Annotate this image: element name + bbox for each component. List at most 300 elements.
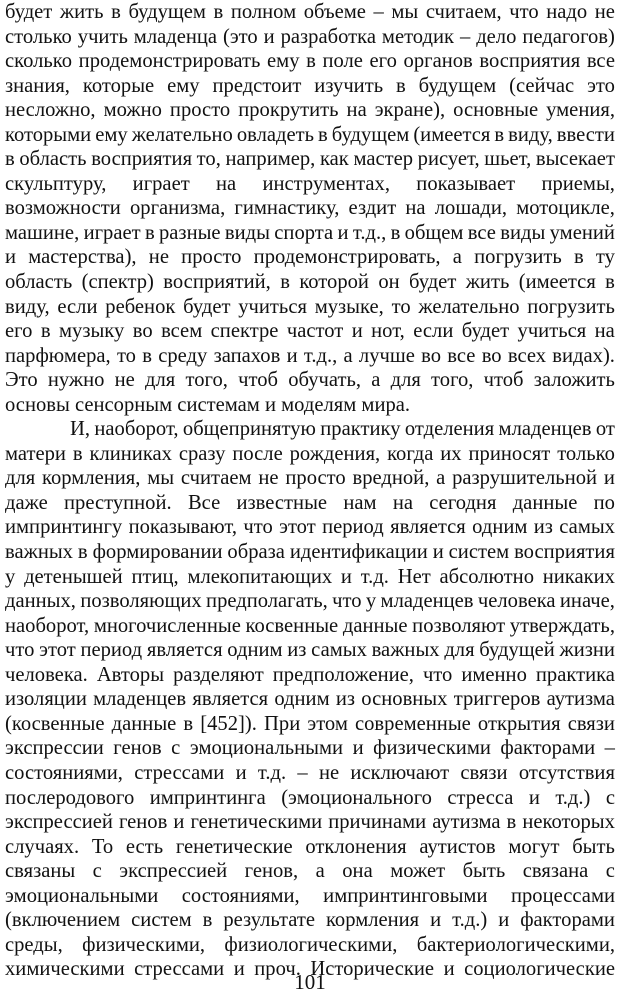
- text-line: [5, 761, 615, 786]
- word: этом: [307, 712, 348, 735]
- word: разделяют: [173, 663, 264, 686]
- word: гимнастику,: [234, 197, 340, 220]
- word: предполагать,: [206, 590, 328, 613]
- word: погрузить: [474, 246, 562, 269]
- word: восприятия: [514, 541, 615, 564]
- word: дело: [476, 25, 517, 48]
- word: которые: [82, 74, 155, 97]
- word: является: [146, 639, 223, 662]
- word: нот,: [371, 320, 405, 343]
- word: например,: [225, 148, 316, 171]
- word: и: [430, 909, 442, 932]
- word: органов: [403, 50, 473, 73]
- word: у: [365, 590, 377, 613]
- word: парфюмера,: [5, 344, 111, 367]
- word: отклонения: [305, 835, 407, 858]
- word: просто: [169, 99, 231, 122]
- text-line: [5, 638, 615, 663]
- word: и: [498, 909, 510, 932]
- text-line: [5, 908, 615, 933]
- word: надо: [546, 1, 588, 23]
- word: а: [371, 369, 381, 392]
- word: [452]).: [200, 712, 257, 735]
- word: разные: [159, 221, 221, 244]
- word: педагогов): [522, 25, 615, 48]
- word: считаем,: [425, 1, 502, 23]
- word: то,: [196, 148, 221, 171]
- word: высекает: [535, 148, 615, 171]
- word: которой: [299, 271, 369, 294]
- word: некоторых: [522, 811, 615, 834]
- word: машине,: [5, 221, 80, 244]
- word: то: [391, 295, 411, 318]
- word: в: [396, 74, 406, 97]
- word: этот: [279, 516, 316, 539]
- word: учиться: [238, 295, 307, 318]
- word: во: [481, 344, 502, 367]
- word: –: [373, 1, 384, 23]
- word: восприятия: [91, 148, 193, 171]
- word: человека: [477, 590, 556, 613]
- word: матери: [5, 442, 66, 465]
- word: могут: [508, 835, 560, 858]
- word: –: [459, 25, 471, 48]
- word: результате: [223, 909, 315, 932]
- word: всем: [161, 320, 203, 343]
- word: в: [142, 344, 152, 367]
- text-line: [5, 466, 615, 491]
- word: это: [587, 74, 615, 97]
- word: его: [369, 50, 397, 73]
- word: основные: [453, 99, 539, 122]
- word: с: [605, 860, 615, 883]
- word: факторами: [500, 737, 596, 760]
- word: и: [528, 786, 540, 809]
- word: с: [605, 786, 615, 809]
- word: нужно: [47, 369, 105, 392]
- word: –: [604, 737, 615, 760]
- text-line: основы сенсорным системам и моделям мира.: [5, 393, 411, 416]
- word: клиниках: [89, 442, 172, 465]
- word: может: [390, 860, 446, 883]
- word: в: [494, 123, 505, 146]
- word: современные: [355, 712, 471, 735]
- word: несложно,: [5, 99, 96, 122]
- body-text: [5, 0, 615, 982]
- word: экспрессии: [5, 737, 104, 760]
- word: данные: [342, 614, 408, 637]
- word: которыми: [5, 123, 92, 146]
- word: того,: [185, 369, 228, 392]
- word: самых: [559, 516, 615, 539]
- word: что: [422, 663, 453, 686]
- word: данных,: [5, 590, 76, 613]
- word: стресса: [447, 786, 514, 809]
- word: а: [436, 467, 446, 490]
- text-line: [5, 172, 615, 197]
- word: рождения,: [289, 442, 381, 465]
- text-line: [5, 712, 615, 737]
- word: виды: [224, 221, 270, 244]
- word: не: [318, 761, 340, 784]
- word: и: [286, 344, 298, 367]
- word: общем: [404, 221, 464, 244]
- paragraph: [5, 417, 615, 982]
- word: частот: [286, 320, 344, 343]
- word: случаях.: [5, 835, 80, 858]
- word: если: [413, 320, 454, 343]
- text-line: [5, 221, 615, 246]
- word: эмоциональными: [189, 737, 344, 760]
- word: разрушительной: [452, 467, 598, 490]
- word: импринтинга: [149, 786, 266, 809]
- text-line: [5, 49, 615, 74]
- word: у: [5, 565, 16, 588]
- word: обучать,: [288, 369, 362, 392]
- word: лошади,: [434, 197, 508, 220]
- word: аутизма: [546, 688, 615, 711]
- text-line: [5, 74, 615, 99]
- word: приносят: [468, 442, 551, 465]
- word: сразу: [178, 442, 226, 465]
- text-line: [5, 295, 615, 320]
- word: т.д.: [360, 565, 389, 588]
- word: будет: [5, 1, 53, 23]
- word: одним: [472, 516, 528, 539]
- word: столько: [5, 25, 72, 48]
- word: музыку: [58, 320, 125, 343]
- word: ему: [267, 50, 300, 73]
- word: будущем: [128, 1, 206, 23]
- word: что: [332, 590, 362, 613]
- word: данные: [111, 712, 177, 735]
- word: аутистов: [419, 835, 496, 858]
- word: период: [322, 516, 384, 539]
- word: учить: [77, 25, 128, 48]
- word: младенца: [133, 25, 218, 48]
- word: знания,: [5, 74, 70, 97]
- word: на: [216, 172, 237, 195]
- word: в: [5, 148, 15, 171]
- word: а: [343, 344, 353, 367]
- word: и: [5, 246, 17, 269]
- word: младенцев: [498, 418, 592, 441]
- word: стрессами: [134, 958, 225, 981]
- text-line: [5, 614, 615, 639]
- word: кормления,: [42, 467, 141, 490]
- word: их: [440, 442, 462, 465]
- word: химическими: [5, 958, 125, 981]
- word: генов,: [244, 860, 299, 883]
- word: Все: [187, 491, 221, 514]
- word: и: [340, 565, 352, 588]
- word: жить: [465, 271, 510, 294]
- word: И,: [70, 418, 91, 441]
- word: ездит: [348, 197, 397, 220]
- word: когда: [387, 442, 434, 465]
- word: (эмоционального: [281, 786, 432, 809]
- text-line: [5, 515, 615, 540]
- word: лучше: [358, 344, 415, 367]
- word: запахов: [213, 344, 281, 367]
- word: в: [213, 1, 224, 23]
- text-line: [5, 786, 615, 811]
- word: мастерства),: [28, 246, 137, 269]
- word: на: [392, 491, 413, 514]
- word: на: [405, 197, 426, 220]
- word: т.д.): [555, 786, 591, 809]
- word: восприятия: [479, 50, 581, 73]
- word: человека.: [5, 663, 88, 686]
- word: в: [72, 442, 83, 465]
- word: практика: [535, 663, 615, 686]
- word: важных: [5, 541, 73, 564]
- word: генетическими: [190, 811, 323, 834]
- word: генов: [118, 811, 168, 834]
- word: что: [5, 639, 35, 662]
- word: все: [447, 344, 476, 367]
- word: и: [352, 737, 364, 760]
- word: физическими: [373, 737, 491, 760]
- word: будет: [409, 271, 457, 294]
- word: быть: [572, 835, 615, 858]
- word: в: [202, 909, 213, 932]
- word: он: [378, 271, 400, 294]
- word: для: [444, 639, 475, 662]
- word: в: [306, 50, 316, 73]
- word: в: [111, 1, 121, 23]
- word: период: [80, 639, 143, 662]
- word: можно: [103, 99, 162, 122]
- word: с: [92, 860, 102, 883]
- word: (имеется: [518, 271, 596, 294]
- text-line: [5, 196, 615, 221]
- word: для: [145, 369, 176, 392]
- word: чтоб: [483, 369, 524, 392]
- word: спорта: [274, 221, 334, 244]
- word: сегодня: [429, 491, 497, 514]
- word: организма,: [129, 197, 226, 220]
- word: возможности: [5, 197, 121, 220]
- word: физическими,: [82, 933, 206, 956]
- word: Авторы: [96, 663, 165, 686]
- word: после: [232, 442, 283, 465]
- word: мы: [147, 467, 175, 490]
- word: является: [390, 516, 466, 539]
- word: мы: [391, 1, 419, 23]
- text-line: [5, 344, 615, 369]
- word: утверждать,: [509, 614, 615, 637]
- text-line: [5, 540, 615, 565]
- word: виды: [500, 221, 546, 244]
- word: открытия: [477, 712, 561, 735]
- word: т.д.,: [352, 221, 387, 244]
- word: то: [116, 344, 136, 367]
- word: факторами: [520, 909, 615, 932]
- text-line: [5, 663, 615, 688]
- word: То: [91, 835, 114, 858]
- word: виду,: [508, 123, 553, 146]
- word: триггеров: [453, 688, 541, 711]
- word: позволяют: [412, 614, 506, 637]
- word: инструментах,: [262, 172, 390, 195]
- text-line: [5, 368, 615, 393]
- word: на: [594, 320, 615, 343]
- word: состояниями,: [181, 884, 300, 907]
- word: (имеется: [413, 123, 491, 146]
- text-line: [5, 589, 615, 614]
- word: рисует,: [417, 148, 480, 171]
- word: не: [594, 1, 615, 23]
- word: эмоциональными: [5, 884, 159, 907]
- word: по: [593, 491, 615, 514]
- word: она: [342, 860, 373, 883]
- word: образа: [227, 541, 285, 564]
- word: в: [390, 221, 401, 244]
- word: и: [263, 25, 275, 48]
- text-line: [5, 25, 615, 50]
- word: просто: [181, 246, 242, 269]
- word: основных: [361, 688, 448, 711]
- word: причинами: [328, 811, 427, 834]
- word: жизни: [559, 639, 615, 662]
- word: иначе,: [559, 590, 615, 613]
- word: в: [280, 271, 290, 294]
- word: этот: [39, 639, 76, 662]
- word: самых: [311, 639, 367, 662]
- word: Исторические: [310, 958, 435, 981]
- word: только: [557, 442, 615, 465]
- word: объеме: [303, 1, 366, 23]
- word: процессами: [510, 884, 615, 907]
- word: птиц,: [131, 565, 179, 588]
- word: (спектр): [81, 271, 154, 294]
- word: и: [173, 811, 185, 834]
- word: (сейчас: [509, 74, 575, 97]
- word: не: [148, 246, 169, 269]
- word: абсолютно: [439, 565, 534, 588]
- word: восприятий,: [163, 271, 271, 294]
- word: стрессами: [134, 761, 225, 784]
- word: будущем: [331, 123, 410, 146]
- word: будущей: [479, 639, 555, 662]
- word: –: [297, 761, 308, 784]
- word: не: [258, 467, 279, 490]
- word: будущем: [418, 74, 497, 97]
- text-line: [5, 417, 615, 442]
- word: бактериологическими,: [416, 933, 615, 956]
- word: социологические: [464, 958, 615, 981]
- text-line: [5, 565, 615, 590]
- word: никаких: [542, 565, 615, 588]
- word: послеродового: [5, 786, 135, 809]
- word: и: [603, 467, 615, 490]
- word: младенцев: [380, 590, 474, 613]
- word: в: [77, 541, 88, 564]
- word: приемы,: [541, 172, 615, 195]
- word: его: [5, 320, 33, 343]
- word: виду,: [5, 295, 50, 318]
- word: играет: [83, 221, 141, 244]
- text-line: [5, 0, 615, 25]
- word: преступной.: [64, 491, 172, 514]
- word: в: [573, 246, 584, 269]
- word: все: [467, 221, 496, 244]
- word: умения,: [546, 99, 615, 122]
- word: мотоцикле,: [516, 197, 615, 220]
- word: из: [533, 516, 553, 539]
- word: что: [243, 516, 273, 539]
- word: область: [5, 271, 73, 294]
- word: связаны: [5, 860, 76, 883]
- word: млекопитающих: [187, 565, 333, 588]
- word: известные: [236, 491, 328, 514]
- word: предстоит: [212, 74, 302, 97]
- word: систем: [448, 541, 510, 564]
- word: и: [432, 541, 444, 564]
- word: видах).: [552, 344, 615, 367]
- word: играет: [132, 172, 190, 195]
- word: важных: [371, 639, 440, 662]
- word: является: [192, 688, 269, 711]
- word: в: [506, 811, 517, 834]
- word: для: [390, 369, 421, 392]
- text-line: [5, 270, 615, 295]
- word: всех: [507, 344, 547, 367]
- word: ему: [167, 74, 200, 97]
- word: изоляции: [5, 688, 87, 711]
- word: нам: [343, 491, 377, 514]
- word: в: [183, 712, 194, 735]
- text-line: [5, 491, 615, 516]
- word: продемонстрировать,: [253, 246, 441, 269]
- page-number: 101: [294, 970, 326, 994]
- text-line: [5, 933, 615, 958]
- word: мастер: [353, 148, 414, 171]
- word: на: [346, 99, 367, 122]
- word: в: [318, 123, 328, 146]
- word: быть: [462, 860, 506, 883]
- word: наоборот,: [94, 418, 179, 441]
- word: и: [233, 958, 245, 981]
- word: вредной,: [352, 467, 430, 490]
- text-line: [5, 810, 615, 835]
- word: желательно: [418, 295, 520, 318]
- word: связана: [522, 860, 589, 883]
- word: того,: [431, 369, 474, 392]
- word: если: [57, 295, 98, 318]
- word: многочисленные: [93, 614, 241, 637]
- word: учиться: [517, 320, 587, 343]
- word: младенцев: [93, 688, 187, 711]
- word: (косвенные: [5, 712, 105, 735]
- word: сколько: [5, 50, 73, 73]
- word: практику: [320, 418, 401, 441]
- word: При: [264, 712, 301, 735]
- word: а: [315, 860, 325, 883]
- word: т.д.,: [303, 344, 338, 367]
- word: экспрессией: [119, 860, 228, 883]
- word: физиологическими,: [224, 933, 398, 956]
- word: позволяющих: [80, 590, 202, 613]
- word: в: [40, 320, 51, 343]
- text-line: [5, 736, 615, 761]
- word: генетические: [175, 835, 293, 858]
- word: из: [287, 639, 307, 662]
- text-line: [5, 442, 615, 467]
- word: (включением: [5, 909, 121, 932]
- word: детенышей: [24, 565, 123, 588]
